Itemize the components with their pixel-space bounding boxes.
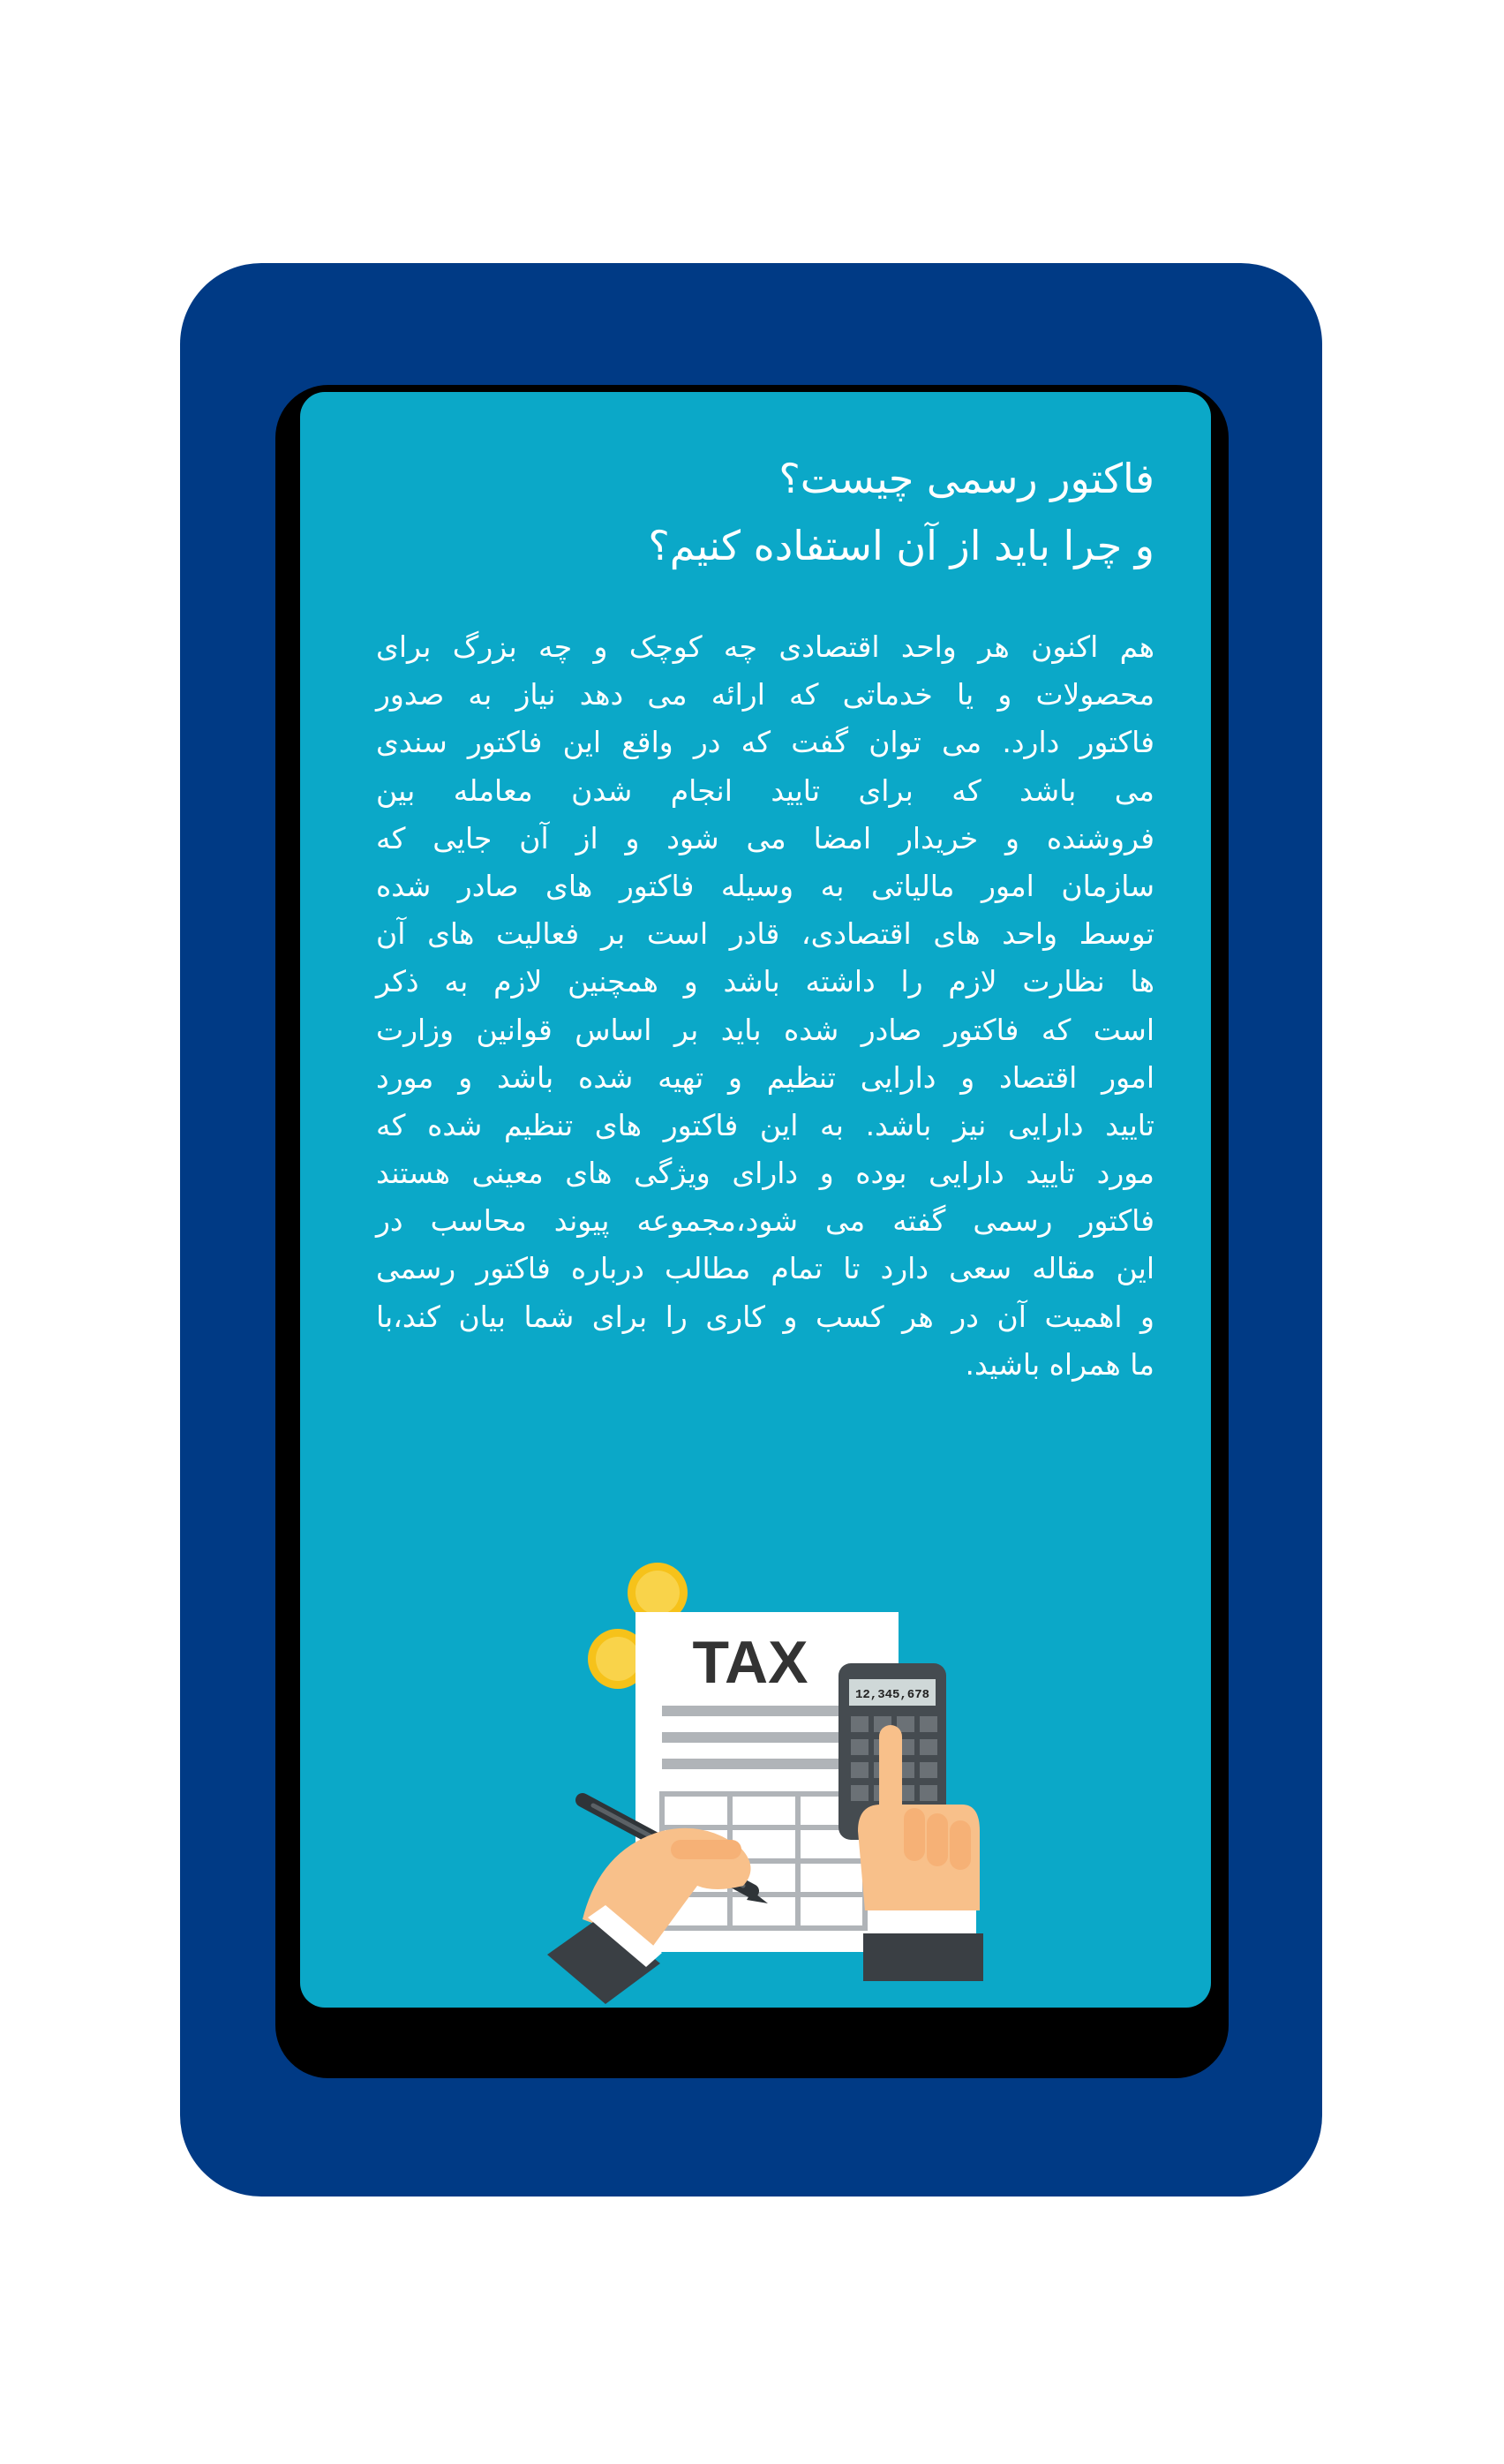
article-title bbox=[360, 445, 1154, 579]
body-line: سازمان امور مالیاتی به وسیله فاکتور های صادر شده bbox=[376, 868, 1154, 903]
body-line: فاکتور رسمی گفته می شود،مجموعه پیوند محاسب در bbox=[376, 1203, 1154, 1239]
tax-label: TAX bbox=[692, 1629, 808, 1696]
body-line: تایید دارایی نیز باشد. به این فاکتور های تنظیم شده که bbox=[376, 1107, 1154, 1142]
body-line: می باشد که برای تایید انجام شدن معامله بین bbox=[376, 772, 1154, 808]
body-line: توسط واحد های اقتصادی، قادر است بر فعالیت های آن bbox=[376, 916, 1154, 952]
article-body bbox=[376, 623, 1154, 1389]
title-line-1: فاکتور رسمی چیست؟ bbox=[778, 455, 1154, 502]
body-line: امور اقتصاد و دارایی تنظیم و تهیه شده باشد و مورد bbox=[376, 1059, 1154, 1095]
title-line-2: و چرا باید از آن استفاده کنیم؟ bbox=[648, 522, 1154, 569]
body-line: هم اکنون هر واحد اقتصادی چه کوچک و چه بزرگ برای bbox=[376, 629, 1154, 664]
body-line: این مقاله سعی دارد تا تمام مطالب درباره فاکتور رسمی bbox=[376, 1251, 1154, 1286]
body-line: و اهمیت آن در هر کسب و کاری را برای شما بیان کند،با bbox=[376, 1299, 1154, 1334]
body-line: فروشنده و خریدار امضا می شود و از آن جایی که bbox=[376, 820, 1154, 855]
tax-illustration bbox=[547, 1540, 1042, 2008]
body-line: مورد تایید دارایی بوده و دارای ویژگی های معینی هستند bbox=[376, 1156, 1154, 1191]
body-line: فاکتور دارد. می توان گفت که در واقع این فاکتور سندی bbox=[376, 725, 1154, 760]
article-screen bbox=[300, 392, 1211, 2008]
calculator-display: 12,345,678 bbox=[854, 1688, 930, 1702]
body-line: است که فاکتور صادر شده باید بر اساس قوانین وزارت bbox=[376, 1012, 1154, 1047]
body-line: ها نظارت لازم را داشته باشد و همچنین لازم به ذکر bbox=[376, 964, 1154, 999]
body-line: ما همراه باشید. bbox=[965, 1346, 1154, 1382]
body-line: محصولات و یا خدماتی که ارائه می دهد نیاز به صدور bbox=[376, 677, 1154, 712]
